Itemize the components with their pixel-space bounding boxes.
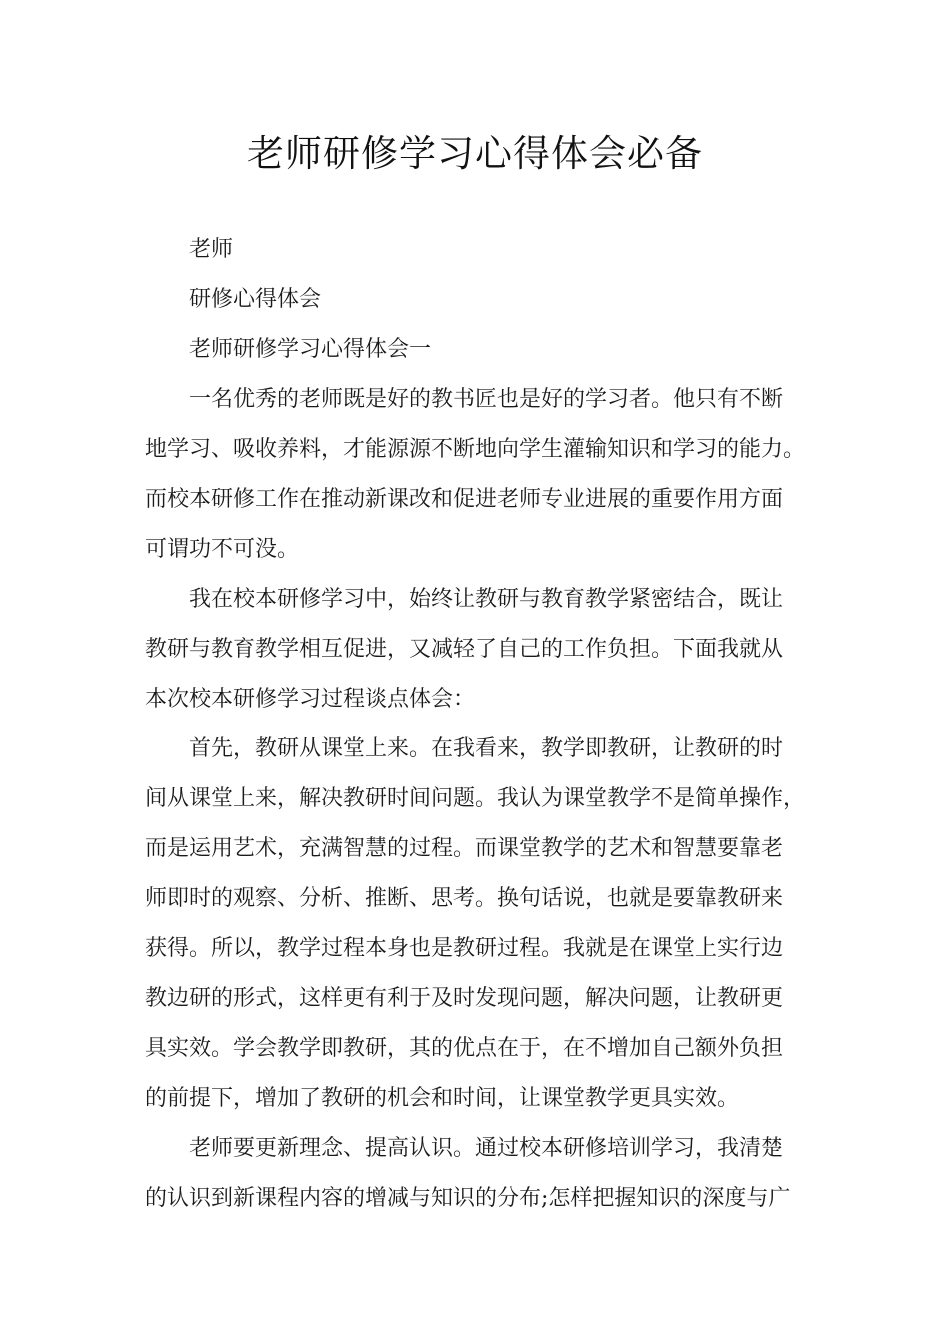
text-line: 本次校本研修学习过程谈点体会： — [145, 687, 476, 712]
text-line: 研修心得体会 — [189, 287, 322, 312]
text-line: 的前提下，增加了教研的机会和时间，让课堂教学更具实效。 — [145, 1086, 740, 1111]
text-line: 教边研的形式，这样更有利于及时发现问题，解决问题，让教研更 — [145, 986, 784, 1011]
text-line: 一名优秀的老师既是好的教书匠也是好的学习者。他只有不断 — [189, 387, 784, 412]
text-line: 具实效。学会教学即教研，其的优点在于，在不增加自己额外负担 — [145, 1036, 784, 1061]
text-line: 而是运用艺术，充满智慧的过程。而课堂教学的艺术和智慧要靠老 — [145, 836, 784, 861]
text-line: 首先，教研从课堂上来。在我看来，教学即教研，让教研的时 — [189, 736, 784, 761]
text-line: 老师要更新理念、提高认识。通过校本研修培训学习，我清楚 — [189, 1136, 784, 1161]
text-line: 地学习、吸收养料，才能源源不断地向学生灌输知识和学习的能力。 — [145, 437, 806, 462]
text-line: 的认识到新课程内容的增减与知识的分布;怎样把握知识的深度与广 — [145, 1186, 791, 1211]
text-line: 获得。所以，教学过程本身也是教研过程。我就是在课堂上实行边 — [145, 936, 784, 961]
text-line: 可谓功不可没。 — [145, 537, 300, 562]
text-line: 老师研修学习心得体会一 — [189, 337, 432, 362]
text-line: 间从课堂上来，解决教研时间问题。我认为课堂教学不是简单操作， — [145, 786, 806, 811]
document-title: 老师研修学习心得体会必备 — [247, 132, 703, 175]
text-line: 师即时的观察、分析、推断、思考。换句话说，也就是要靠教研来 — [145, 886, 784, 911]
text-line: 教研与教育教学相互促进，又减轻了自己的工作负担。下面我就从 — [145, 637, 784, 662]
text-line: 老师 — [189, 237, 234, 262]
text-line: 我在校本研修学习中，始终让教研与教育教学紧密结合，既让 — [189, 587, 784, 612]
text-line: 而校本研修工作在推动新课改和促进老师专业进展的重要作用方面 — [145, 487, 784, 512]
